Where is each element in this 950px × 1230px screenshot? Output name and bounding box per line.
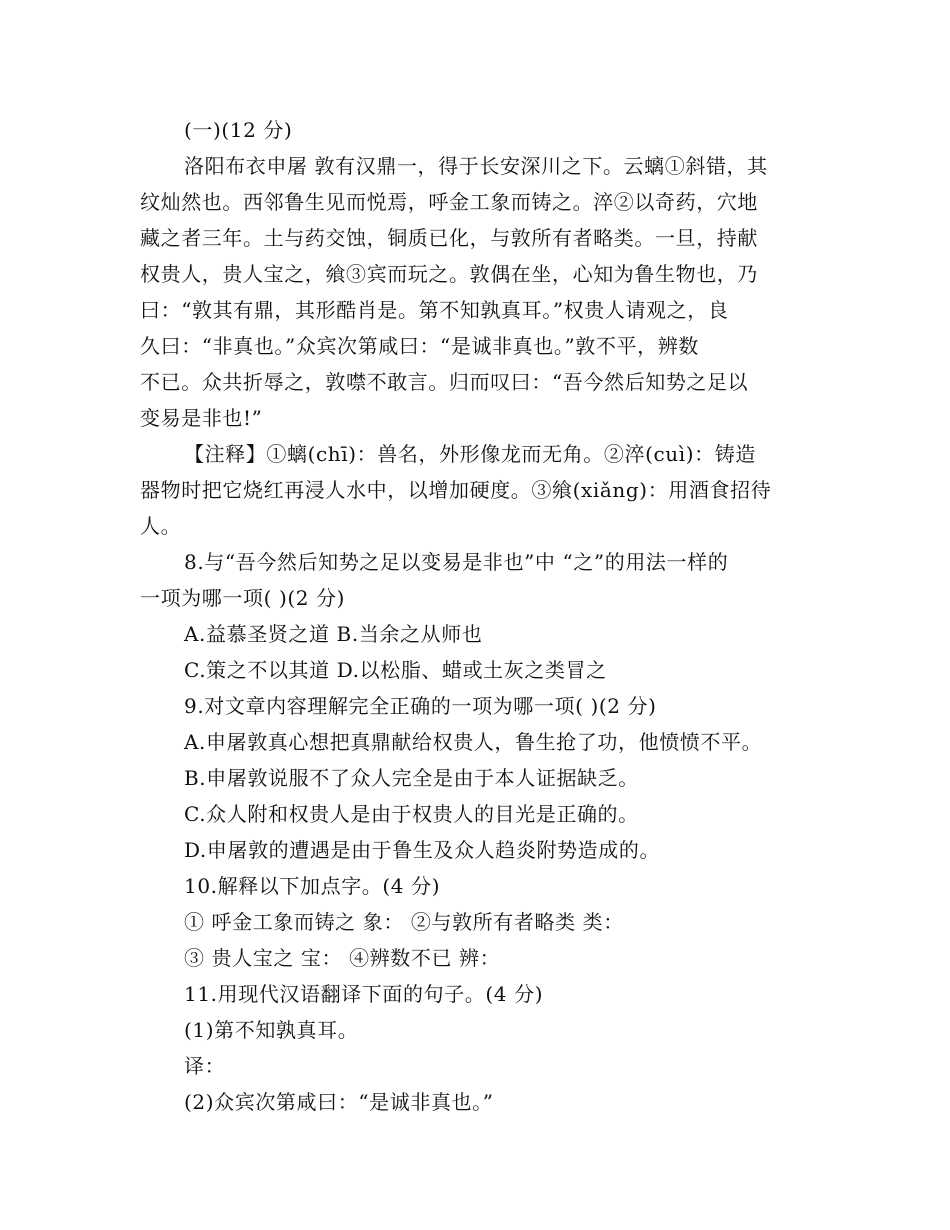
passage-line: 久曰：“非真也。”众宾次第咸曰：“是诚非真也。”敦不平，辨数 bbox=[140, 334, 699, 358]
passage-line: 藏之者三年。土与药交蚀，铜质已化，与敦所有者略类。一旦，持献 bbox=[140, 226, 758, 250]
question-stem: 10.解释以下加点字。(4 分) bbox=[184, 874, 441, 898]
notes bbox=[140, 436, 810, 544]
question-stem: 11.用现代汉语翻译下面的句子。(4 分) bbox=[184, 982, 544, 1006]
passage-line: 洛阳布衣申屠 敦有汉鼎一，得于长安深川之下。云螭①斜错，其 bbox=[184, 154, 768, 178]
question-8 bbox=[140, 544, 810, 688]
translation-item: (2)众宾次第咸曰：“是诚非真也。” bbox=[184, 1090, 494, 1114]
passage-line: 变易是非也!” bbox=[140, 406, 263, 430]
question-row: ① 呼金工象而铸之 象： ②与敦所有者略类 类： bbox=[184, 910, 624, 934]
question-11 bbox=[140, 976, 810, 1120]
passage-line: 权贵人，贵人宝之，飨③宾而玩之。敦偶在坐，心知为鲁生物也，乃 bbox=[140, 262, 758, 286]
question-stem: 一项为哪一项( )(2 分) bbox=[140, 586, 346, 610]
question-option: D.申屠敦的遭遇是由于鲁生及众人趋炎附势造成的。 bbox=[184, 838, 661, 862]
notes-line: 【注释】①螭(chī)：兽名，外形像龙而无角。②淬(cuì)：铸造 bbox=[184, 442, 756, 466]
document-content bbox=[140, 112, 810, 1120]
question-stem: 9.对文章内容理解完全正确的一项为哪一项( )(2 分) bbox=[184, 694, 657, 718]
question-option: C.众人附和权贵人是由于权贵人的目光是正确的。 bbox=[184, 802, 639, 826]
question-option: B.申屠敦说服不了众人完全是由于本人证据缺乏。 bbox=[184, 766, 639, 790]
question-9 bbox=[140, 688, 810, 868]
section-heading: (一)(12 分) bbox=[184, 118, 293, 142]
question-10 bbox=[140, 868, 810, 976]
passage bbox=[140, 148, 810, 436]
translation-label: 译： bbox=[184, 1054, 226, 1078]
question-options: C.策之不以其道 D.以松脂、蜡或土灰之类冒之 bbox=[184, 658, 607, 682]
question-stem: 8.与“吾今然后知势之足以变易是非也”中 “之”的用法一样的 bbox=[184, 550, 729, 574]
question-option: A.申屠敦真心想把真鼎献给权贵人，鲁生抢了功，他愤愤不平。 bbox=[184, 730, 763, 754]
question-options: A.益慕圣贤之道 B.当余之从师也 bbox=[184, 622, 483, 646]
question-row: ③ 贵人宝之 宝： ④辨数不已 辨： bbox=[184, 946, 501, 970]
notes-line: 人。 bbox=[140, 514, 182, 538]
notes-line: 器物时把它烧红再浸人水中，以增加硬度。③飨(xiǎng)：用酒食招待 bbox=[140, 478, 772, 502]
passage-line: 不已。众共折辱之，敦噤不敢言。归而叹曰：“吾今然后知势之足以 bbox=[140, 370, 749, 394]
passage-line: 纹灿然也。西邻鲁生见而悦焉，呼金工象而铸之。淬②以奇药，穴地 bbox=[140, 190, 758, 214]
translation-item: (1)第不知孰真耳。 bbox=[184, 1018, 359, 1042]
passage-line: 曰：“敦其有鼎，其形酷肖是。第不知孰真耳。”权贵人请观之，良 bbox=[140, 298, 729, 322]
